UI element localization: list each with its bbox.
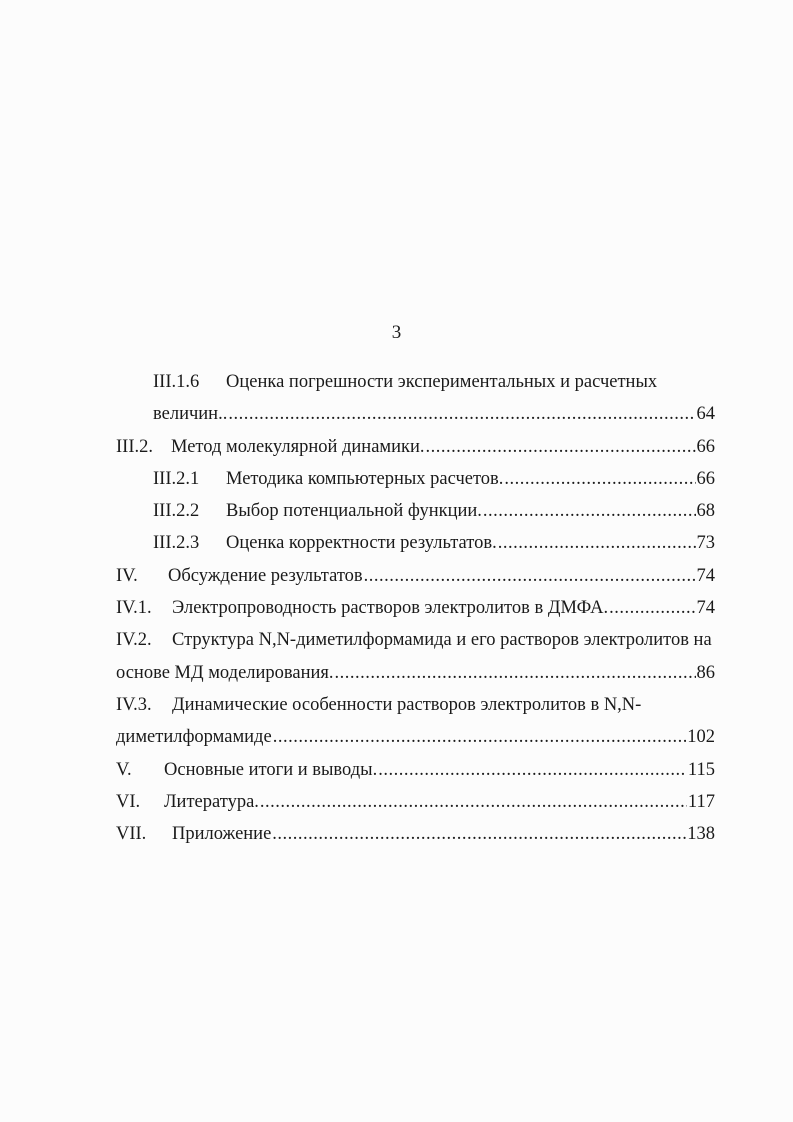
toc-entry-number: IV.1. <box>116 598 152 619</box>
toc-entry-page: 73 <box>696 533 715 554</box>
dot-leader <box>504 463 695 495</box>
toc-entry-continuation <box>116 657 715 689</box>
toc-entry-number: III.2.2 <box>153 501 200 522</box>
toc-entry <box>116 463 715 495</box>
toc-entry-title: Литература. <box>164 791 259 812</box>
toc-entry-title: величин.. <box>153 404 228 425</box>
dot-leader <box>228 398 695 430</box>
toc-entry <box>116 366 715 398</box>
toc-entry-title: Структура N,N-диметилформамида и его растворов электролитов на <box>172 630 712 651</box>
toc-entry-title: Электропроводность растворов электролитов в ДМФА. <box>172 598 609 619</box>
toc-entry-number: III.2. <box>116 436 153 457</box>
toc-entry-number: III.2.3 <box>153 533 200 554</box>
toc-entry-number: IV.3. <box>116 694 152 715</box>
table-of-contents <box>116 366 715 850</box>
toc-entry-title: Метод молекулярной динамики. <box>171 436 425 457</box>
toc-entry-number: III.1.6 <box>153 372 200 392</box>
toc-entry-number: VI. <box>116 791 141 812</box>
toc-entry-title: Основные итоги и выводы. <box>164 759 378 780</box>
toc-entry <box>116 431 715 463</box>
toc-entry-page: 74 <box>696 565 715 586</box>
toc-entry-page: 115 <box>687 759 715 780</box>
toc-entry <box>116 495 715 527</box>
toc-entry-page: 64 <box>696 404 715 425</box>
toc-entry-page: 86 <box>696 662 715 683</box>
toc-entry <box>116 527 715 559</box>
toc-entry <box>116 818 715 850</box>
toc-entry-title: Выбор потенциальной функции. <box>226 501 482 522</box>
toc-entry <box>116 786 715 818</box>
dot-leader <box>378 754 687 786</box>
toc-entry-page: 117 <box>687 791 715 812</box>
dot-leader <box>273 721 687 753</box>
dot-leader <box>364 560 696 592</box>
toc-entry-continuation <box>116 398 715 430</box>
dot-leader <box>498 527 696 559</box>
dot-leader <box>260 786 687 818</box>
toc-entry-number: III.2.1 <box>153 468 200 489</box>
toc-entry-number: IV. <box>116 565 138 586</box>
toc-entry <box>116 560 715 592</box>
dot-leader <box>272 818 686 850</box>
toc-entry-page: 74 <box>696 598 715 619</box>
dot-leader <box>609 592 695 624</box>
toc-entry-title: диметилформамиде <box>116 727 272 748</box>
toc-entry-number: IV.2. <box>116 630 152 651</box>
toc-entry-page: 66 <box>696 468 715 489</box>
toc-entry-title: Оценка погрешности экспериментальных и расчетных <box>226 372 658 392</box>
toc-entry <box>116 592 715 624</box>
toc-entry-title: Приложение <box>172 824 272 845</box>
toc-entry-number: VII. <box>116 824 147 845</box>
page-number: 3 <box>391 322 402 343</box>
toc-entry-title: Оценка корректности результатов. <box>226 533 497 554</box>
toc-entry-page: 66 <box>696 436 715 457</box>
toc-entry-page: 138 <box>687 824 715 845</box>
toc-entry-title: Динамические особенности растворов электролитов в N,N- <box>172 694 642 715</box>
dot-leader <box>335 657 696 689</box>
toc-entry-title: Обсуждение результатов <box>168 565 363 586</box>
toc-entry-number: V. <box>116 759 132 780</box>
toc-entry <box>116 689 715 721</box>
toc-entry-title: Методика компьютерных расчетов. <box>226 468 504 489</box>
dot-leader <box>483 495 696 527</box>
toc-entry-page: 102 <box>687 727 715 748</box>
toc-entry <box>116 754 715 786</box>
toc-entry <box>116 624 715 656</box>
toc-entry-page: 68 <box>696 501 715 522</box>
dot-leader <box>426 431 696 463</box>
toc-entry-continuation <box>116 721 715 753</box>
toc-entry-title: основе МД моделирования. <box>116 662 334 683</box>
